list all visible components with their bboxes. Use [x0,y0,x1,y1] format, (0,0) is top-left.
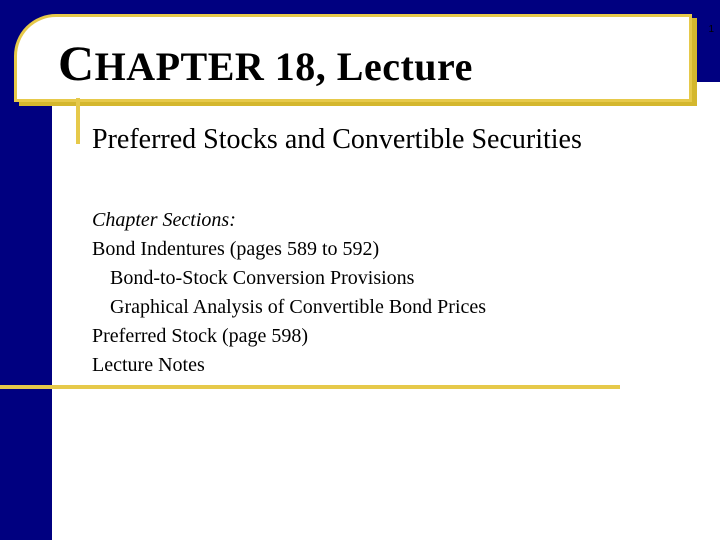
section-item: Lecture Notes [92,354,205,376]
section-item: Preferred Stock (page 598) [92,325,309,347]
section-item: Bond Indentures (pages 589 to 592) [92,238,380,260]
right-navy-band [706,0,720,82]
section-subitem: Bond-to-Stock Conversion Provisions [110,267,415,289]
slide-number: 1 [708,24,714,35]
slide-subtitle: Preferred Stocks and Convertible Securities [92,124,582,155]
sections-heading: Chapter Sections: [92,209,236,231]
accent-horizontal-rule [0,385,620,389]
slide-title-rest: HAPTER 18, Lecture [94,44,473,89]
slide-title-initial: C [58,35,95,91]
accent-vertical-rule [76,98,80,144]
slide-title [58,34,473,92]
chapter-sections [92,206,632,380]
section-subitem: Graphical Analysis of Convertible Bond Prices [110,296,487,318]
